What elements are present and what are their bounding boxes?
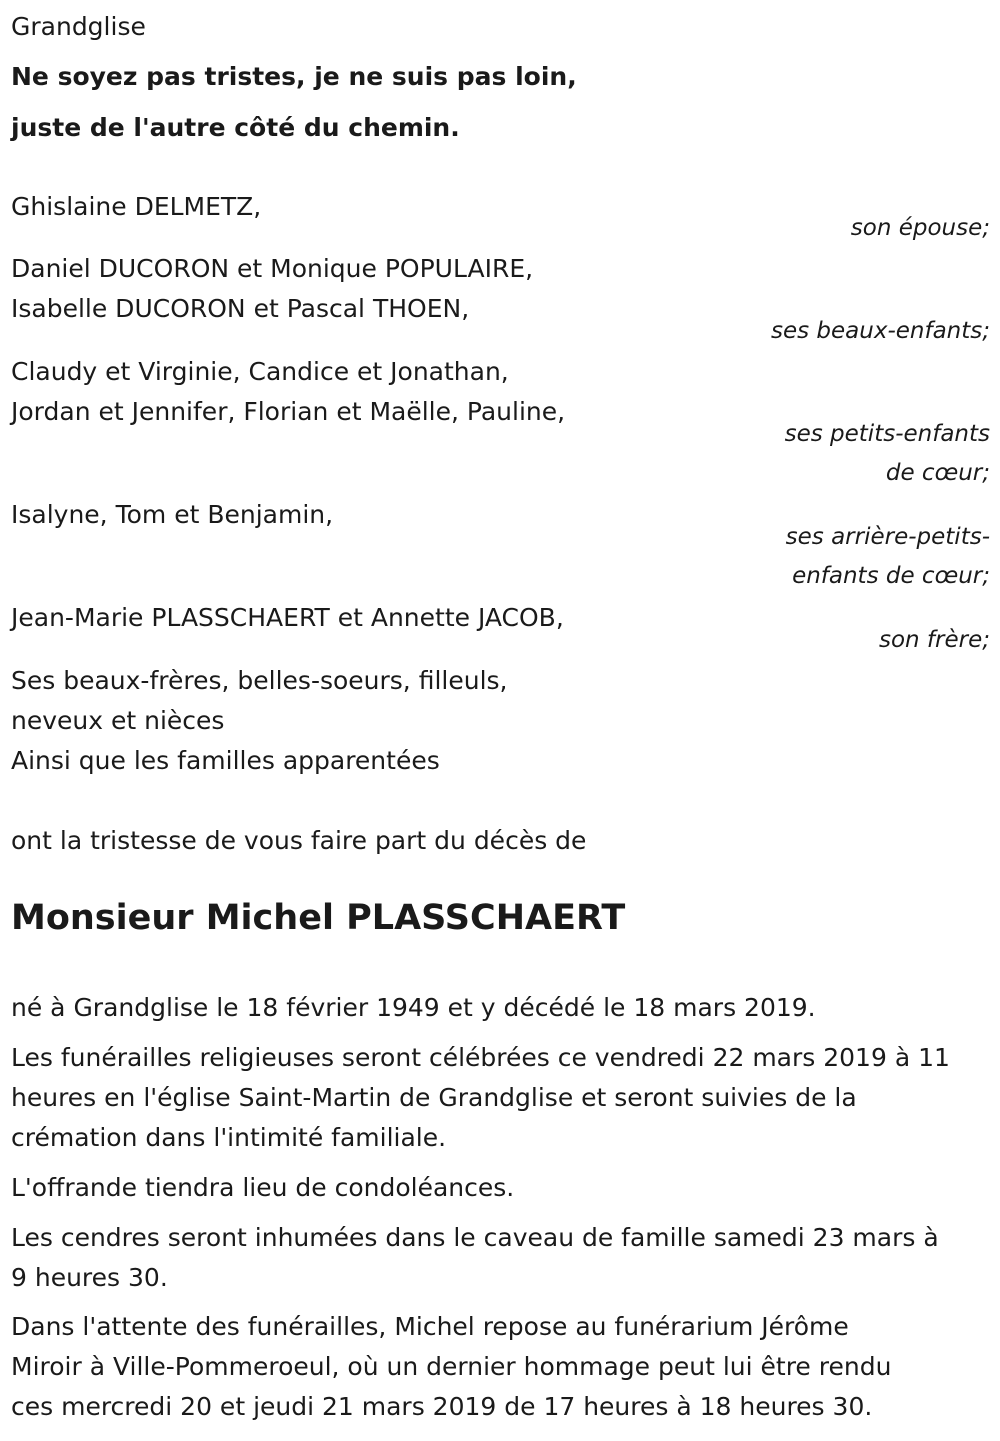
family-names-line: Daniel DUCORON et Monique POPULAIRE, (11, 254, 534, 283)
detail-line: L'offrande tiendra lieu de condoléances. (11, 1173, 515, 1202)
extended-family-line: neveux et nièces (11, 706, 225, 735)
family-relation: son épouse; (850, 215, 990, 241)
extended-family-line: Ses beaux-frères, belles-soeurs, filleuls, (11, 666, 508, 695)
detail-line: Dans l'attente des funérailles, Michel repose au funérarium Jérôme (11, 1312, 849, 1341)
detail-line: Les funérailles religieuses seront célébrées ce vendredi 22 mars 2019 à 11 (11, 1043, 950, 1072)
family-names-line: Jean-Marie PLASSCHAERT et Annette JACOB, (11, 603, 564, 632)
family-names-line: Isabelle DUCORON et Pascal THOEN, (11, 294, 470, 323)
extended-family-line: Ainsi que les familles apparentées (11, 746, 440, 775)
epigraph-line: Ne soyez pas tristes, je ne suis pas loin, (11, 62, 577, 91)
epigraph-line: juste de l'autre côté du chemin. (11, 113, 460, 142)
detail-line: heures en l'église Saint-Martin de Grandglise et seront suivies de la (11, 1083, 857, 1112)
announcement-text: ont la tristesse de vous faire part du décès de (11, 826, 587, 855)
family-relation: de cœur; (885, 460, 990, 486)
detail-line: crémation dans l'intimité familiale. (11, 1123, 447, 1152)
family-relation: son frère; (878, 627, 990, 653)
deceased-name: Monsieur Michel PLASSCHAERT (11, 898, 626, 938)
detail-line: ces mercredi 20 et jeudi 21 mars 2019 de 17 heures à 18 heures 30. (11, 1392, 873, 1421)
detail-line: né à Grandglise le 18 février 1949 et y décédé le 18 mars 2019. (11, 993, 816, 1022)
family-names-line: Ghislaine DELMETZ, (11, 192, 262, 221)
family-relation: ses petits-enfants (784, 421, 990, 447)
family-relation: enfants de cœur; (792, 563, 990, 589)
detail-line: Les cendres seront inhumées dans le caveau de famille samedi 23 mars à (11, 1223, 939, 1252)
family-relation: ses arrière-petits- (785, 524, 990, 550)
family-names-line: Claudy et Virginie, Candice et Jonathan, (11, 357, 509, 386)
detail-line: Miroir à Ville-Pommeroeul, où un dernier hommage peut lui être rendu (11, 1352, 892, 1381)
detail-line: 9 heures 30. (11, 1263, 168, 1292)
family-relation: ses beaux-enfants; (770, 318, 990, 344)
family-names-line: Isalyne, Tom et Benjamin, (11, 500, 334, 529)
family-names-line: Jordan et Jennifer, Florian et Maëlle, Pauline, (11, 397, 566, 426)
location-heading: Grandglise (11, 12, 146, 41)
